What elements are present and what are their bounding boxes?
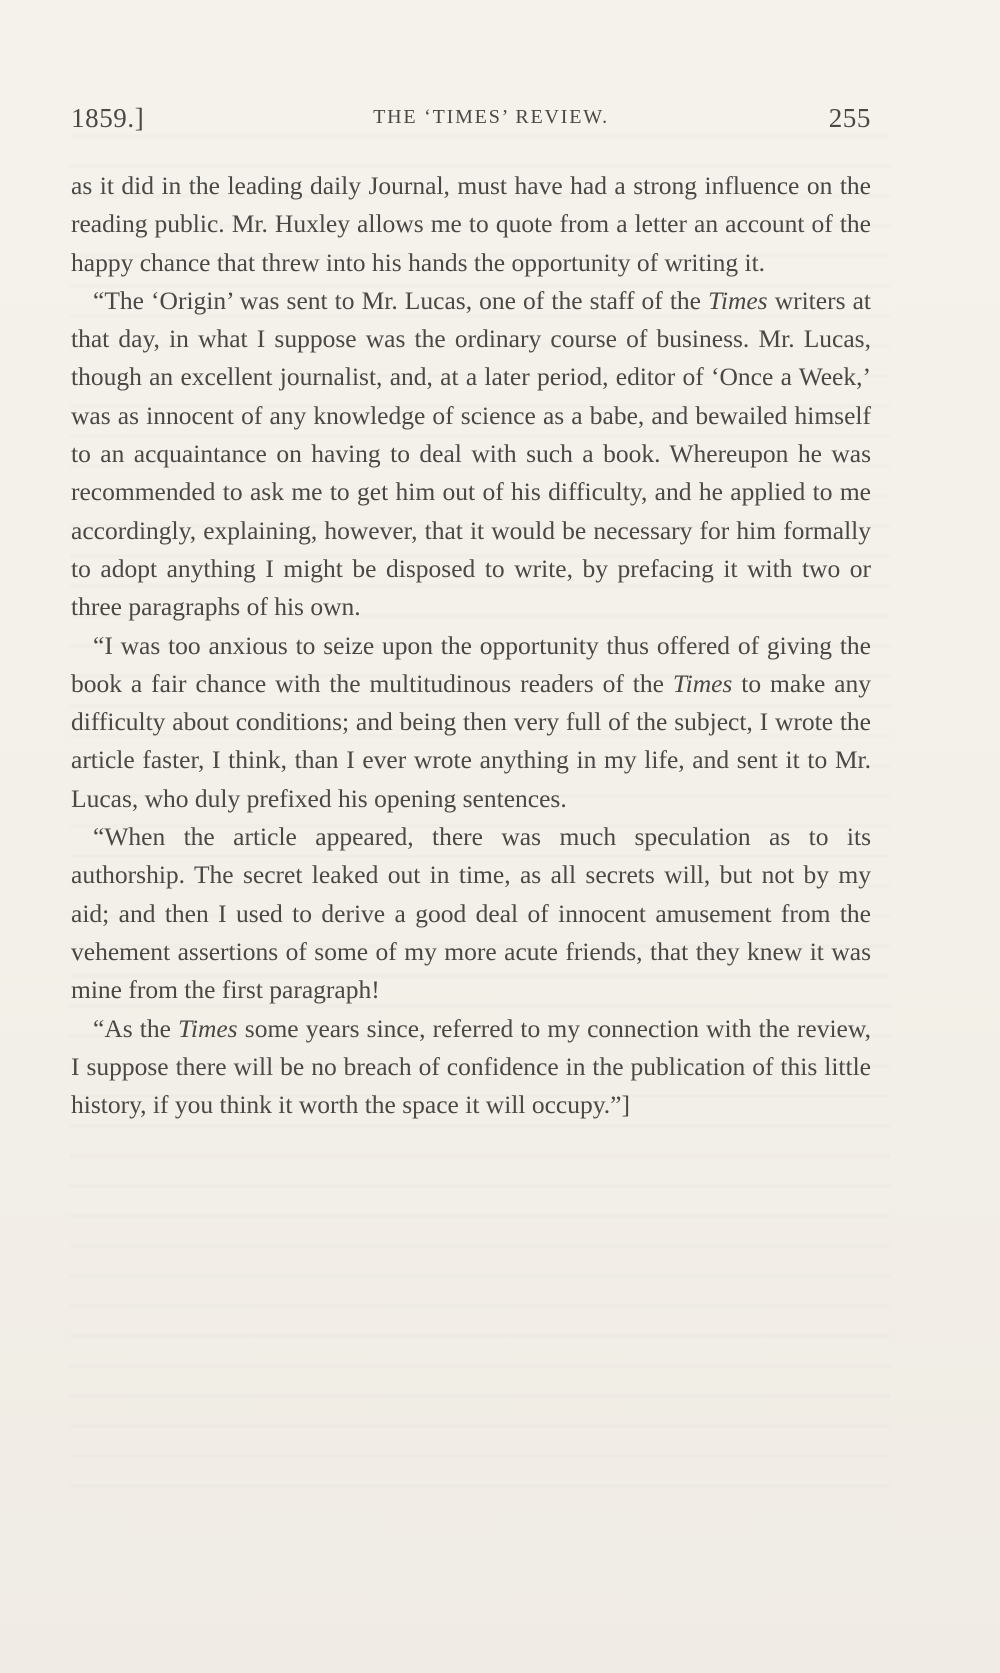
paragraph	[71, 167, 871, 282]
paragraph-text: some years since, referred to my connection with the review, I suppose there will be no breach of confidence in the publication of this little history, if you think it worth the space it will occupy.”]	[71, 1013, 871, 1120]
paragraph	[71, 627, 871, 818]
paragraph-text: “As the	[93, 1013, 179, 1043]
page-number: 255	[828, 103, 871, 133]
paragraph-text: “The ‘Origin’ was sent to Mr. Lucas, one of the staff of the	[93, 285, 709, 315]
header-year: 1859.]	[71, 103, 145, 133]
paragraph	[71, 282, 871, 627]
italic-text: Times	[178, 1013, 238, 1043]
header-title: THE ‘TIMES’ REVIEW.	[373, 106, 609, 128]
paragraph	[71, 1010, 871, 1125]
body-text	[71, 167, 871, 1124]
paragraph-text: “I was too anxious to seize upon the opportunity thus offered of giving the book a fair chance with the multitudinous readers of the	[71, 630, 871, 698]
paragraph	[71, 818, 871, 1009]
running-header	[71, 103, 871, 143]
paragraph-text: as it did in the leading daily Journal, must have had a strong influence on the reading public. Mr. Huxley allows me to quote from a letter an account of the happy chance that threw into his hands the opportunity of writing it.	[71, 171, 871, 277]
paragraph-text: to make any difficulty about conditions; and being then very full of the subject, I wrote the article faster, I think, than I ever wrote anything in my life, and sent it to Mr. Lucas, who duly prefixed his opening sentences.	[71, 668, 872, 813]
italic-text: Times	[708, 285, 768, 315]
italic-text: Times	[672, 668, 733, 698]
paragraph-text: “When the article appeared, there was much speculation as to its authorship. The secret leaked out in time, as all secrets will, but not by my aid; and then I used to derive a good deal of innocent amusement from the vehement assertions of some of my more acute friends, that they knew it was mine from the first paragraph!	[71, 822, 871, 1005]
paragraph-text: writers at that day, in what I suppose was the ordinary course of business. Mr. Lucas, though an excellent journalist, and, at a later period, editor of ‘Once a Week,’ was as innocent of any knowledge of science as a babe, and bewailed himself to an acquaintance on having to deal with such a book. Whereupon he was recommended to ask me to get him out of his difficulty, and he applied to me accordingly, explaining, however, that it would be necessary for him formally to adopt anything I might be disposed to write, by prefacing it with two or three paragraphs of his own.	[71, 285, 871, 622]
